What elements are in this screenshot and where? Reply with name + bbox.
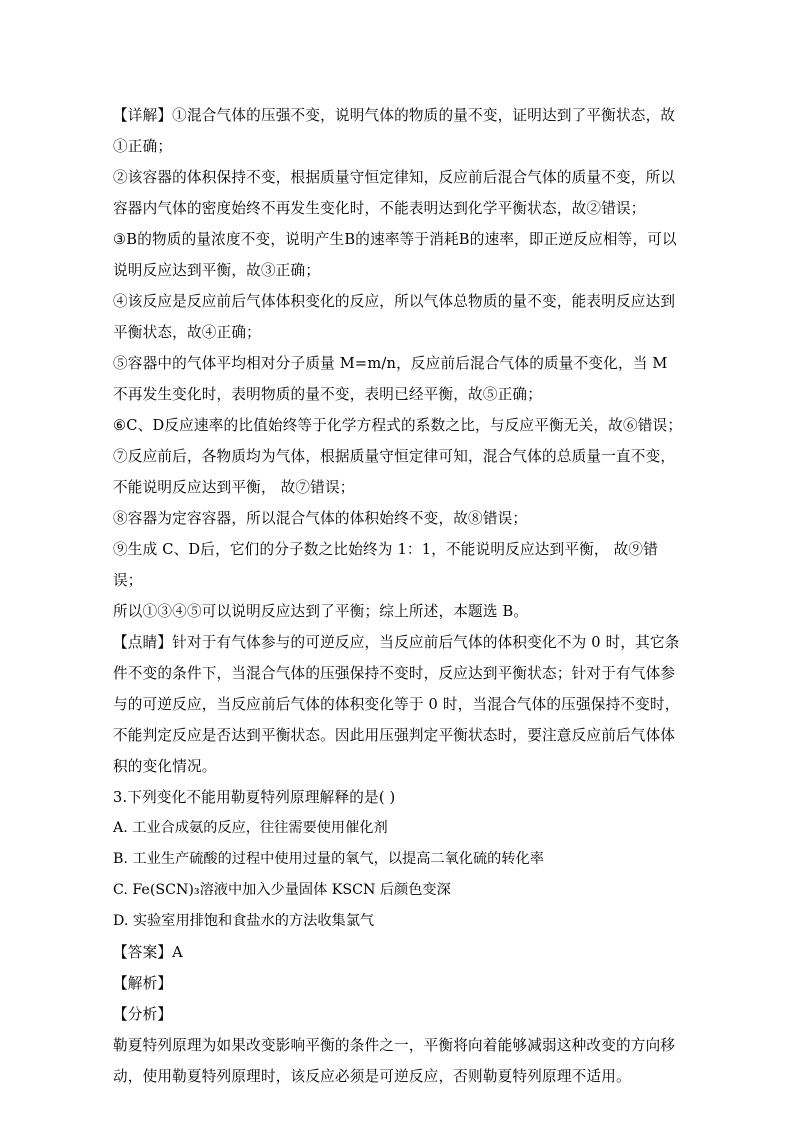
- analysis-text: 勒夏特列原理为如果改变影响平衡的条件之一，平衡将向着能够减弱这种改变的方向移动，使用勒夏特列原理时，该反应必须是可逆反应，否则勒夏特列原理不适用。: [113, 1037, 676, 1085]
- explanation-paragraph-8: ⑧容器为定容容器，所以混合气体的体积始终不变，故⑧错误；: [113, 510, 528, 527]
- analysis-subheading: 【分析】: [113, 1006, 173, 1023]
- question-stem: 3.下列变化不能用勒夏特列原理解释的是( ): [113, 789, 396, 806]
- explanation-summary: 所以①③④⑤可以说明反应达到了平衡；综上所述，本题选 B。: [113, 603, 529, 620]
- option-d: D. 实验室用排饱和食盐水的方法收集氯气: [113, 913, 375, 929]
- option-c: C. Fe(SCN)₃溶液中加入少量固体 KSCN 后颜色变深: [113, 882, 451, 898]
- answer-line: 【答案】A: [113, 944, 183, 961]
- explanation-paragraph-3: ③B的物质的量浓度不变，说明产生B的速率等于消耗B的速率，即正逆反应相等，可以说明反应达到平衡，故③正确；: [113, 231, 677, 279]
- explanation-paragraph-4: ④该反应是反应前后气体体积变化的反应，所以气体总物质的量不变，能表明反应达到平衡状态，故④正确；: [113, 293, 676, 341]
- key-point-paragraph: 【点睛】针对于有气体参与的可逆反应，当反应前后气体的体积变化不为 0 时，其它条件不变的条件下，当混合气体的压强保持不变时，反应达到平衡状态；针对于有气体参与的可逆反应，当反应前后气体的体积变化等于 0 时，当混合气体的压强保持不变时，不能判定反应是否达到平衡状态。因此用压强判定平衡状态时，要注意反应前后气体体积的变化情况。: [113, 634, 680, 775]
- option-a: A. 工业合成氨的反应，往往需要使用催化剂: [113, 820, 388, 836]
- analysis-heading: 【解析】: [113, 975, 173, 992]
- option-b: B. 工业生产硫酸的过程中使用过量的氧气，以提高二氧化硫的转化率: [113, 851, 544, 867]
- explanation-paragraph-2: ②该容器的体积保持不变，根据质量守恒定律知，反应前后混合气体的质量不变，所以容器内气体的密度始终不再发生变化时，不能表明达到化学平衡状态，故②错误；: [113, 169, 676, 217]
- explanation-paragraph-6: ⑥C、D反应速率的比值始终等于化学方程式的系数之比，与反应平衡无关，故⑥错误；: [113, 417, 683, 434]
- explanation-paragraph-1: 【详解】①混合气体的压强不变，说明气体的物质的量不变，证明达到了平衡状态，故①正确；: [113, 107, 676, 155]
- explanation-paragraph-7: ⑦反应前后，各物质均为气体，根据质量守恒定律可知，混合气体的总质量一直不变，不能说明反应达到平衡， 故⑦错误；: [113, 448, 676, 496]
- explanation-paragraph-9: ⑨生成 C、D后，它们的分子数之比始终为 1：1，不能说明反应达到平衡， 故⑨错误；: [113, 541, 658, 589]
- explanation-paragraph-5: ⑤容器中的气体平均相对分子质量 M=m/n，反应前后混合气体的质量不变化，当 M 不再发生变化时，表明物质的量不变，表明已经平衡，故⑤正确；: [113, 355, 668, 403]
- document-body: [113, 100, 685, 1092]
